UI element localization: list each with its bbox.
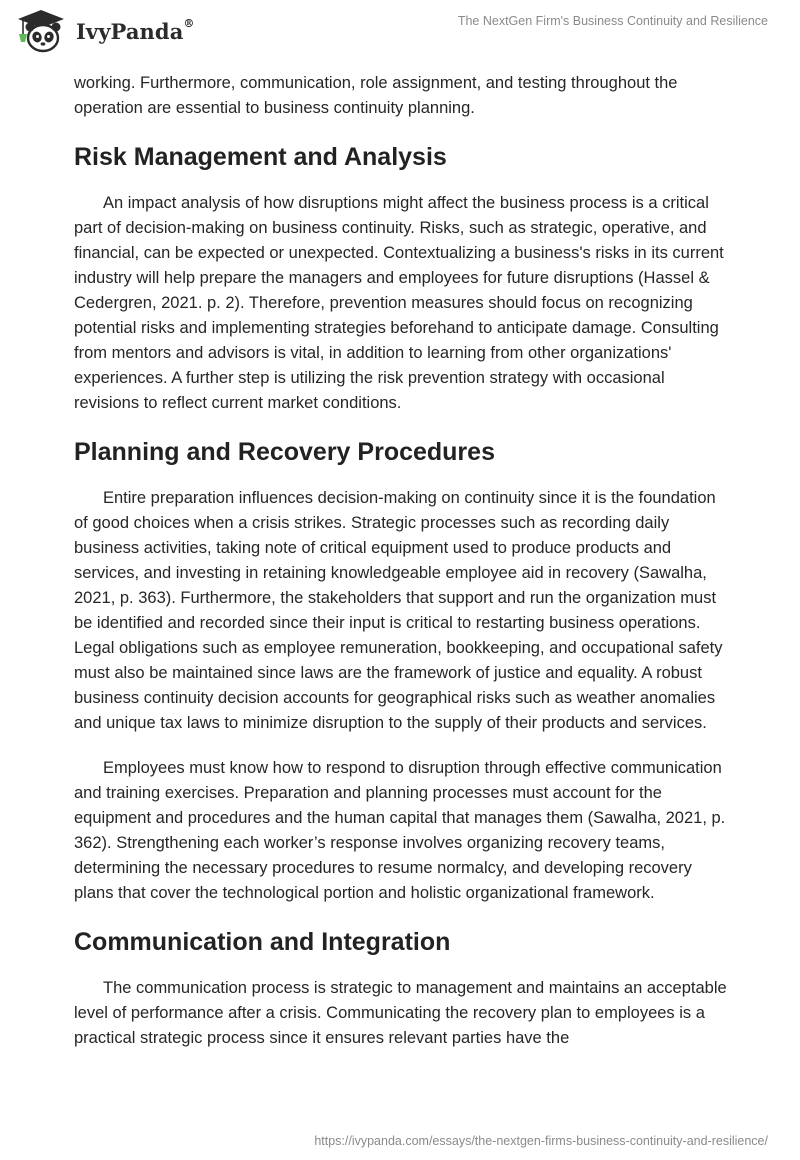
- page-header: [0, 0, 800, 64]
- brand-name[interactable]: [76, 19, 195, 44]
- registered-mark: ®: [183, 17, 195, 30]
- paragraph-planning-recovery-2: Employees must know how to respond to disruption through effective communication and training exercises. Preparation and planning processes must account for the equipment and procedures and the human capital that manages them (Sawalha, 2021, p. 362). Strengthening each worker’s response involves organizing recovery teams, determining the necessary procedures to resume normalcy, and developing recovery plans that cover the technological portion and holistic organizational framework.: [74, 759, 726, 902]
- paragraph-communication-integration: The communication process is strategic to management and maintains an acceptable level of performance after a crisis. Communicating the recovery plan to employees is a practical strategic process since it ensures relevant parties have the: [74, 979, 727, 1047]
- section-heading-communication-integration: Communication and Integration: [74, 928, 451, 956]
- paragraph-planning-recovery-1: Entire preparation influences decision-making on continuity since it is the foundation of good choices when a crisis strikes. Strategic processes such as recording daily business activities, taking note of critical equipment used to produce products and services, and investing in retaining knowledgeable employee aid in recovery (Sawalha, 2021, p. 363). Furthermore, the stakeholders that support and run the organization must be identified and recorded since their input is critical to restarting business operations. Legal obligations such as employee remuneration, bookkeeping, and occupational safety must also be maintained since laws are the framework of justice and equality. A robust business continuity decision accounts for geographical risks such as weather anomalies and unique tax laws to minimize disruption to the supply of their products and services.: [74, 489, 723, 732]
- paragraph-risk-management: An impact analysis of how disruptions might affect the business process is a critical part of decision-making on business continuity. Risks, such as strategic, operative, and financial, can be expected or unexpected. Contextualizing a business's risks in its current industry will help prepare the managers and employees for future disruptions (Hassel & Cedergren, 2021. p. 2). Therefore, prevention measures should focus on recognizing potential risks and implementing strategies beforehand to anticipate damage. Consulting from mentors and advisors is vital, in addition to learning from other organizations' experiences. A further step is utilizing the risk prevention strategy with occasional revisions to reflect current market conditions.: [74, 194, 724, 412]
- section-heading-risk-management: Risk Management and Analysis: [74, 143, 447, 171]
- essay-content: [74, 71, 734, 1071]
- section-heading-planning-recovery: Planning and Recovery Procedures: [74, 438, 495, 466]
- document-title: The NextGen Firm's Business Continuity and Resilience: [457, 14, 768, 28]
- source-url-link[interactable]: https://ivypanda.com/essays/the-nextgen-firms-business-continuity-and-resilience/: [314, 1134, 768, 1148]
- intro-paragraph: working. Furthermore, communication, role assignment, and testing throughout the operation are essential to business continuity planning.: [74, 74, 678, 117]
- ivypanda-logo-icon[interactable]: [14, 8, 68, 54]
- brand-text: IvyPanda: [76, 19, 184, 44]
